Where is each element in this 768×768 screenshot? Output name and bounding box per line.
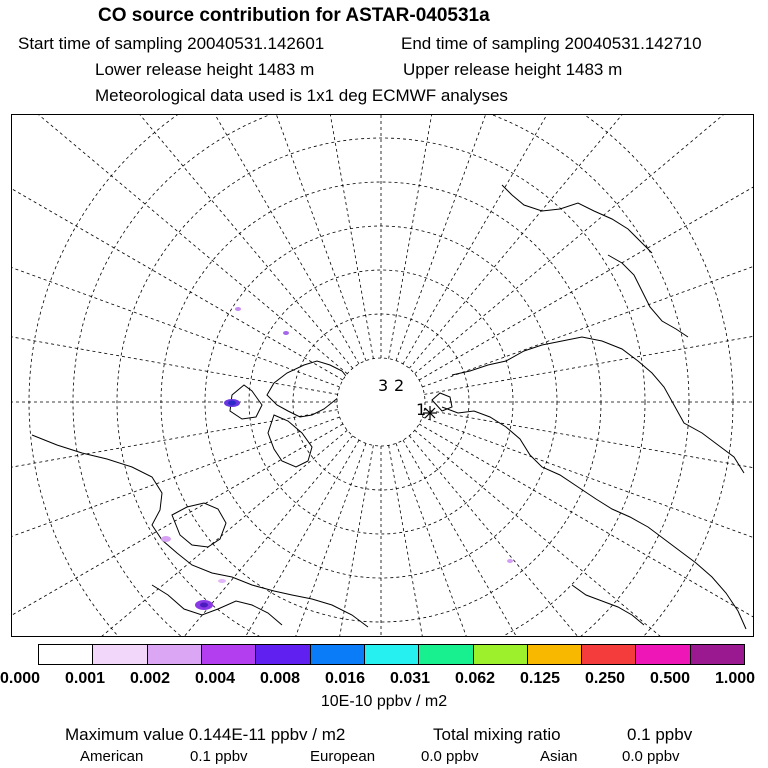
polar-map: [11, 114, 754, 637]
meridian-line: [12, 298, 338, 395]
meridian-line: [409, 436, 753, 636]
meridian-line: [424, 410, 753, 507]
meridian-line: [12, 410, 338, 507]
alaska-coast: [152, 585, 282, 625]
colorbar-swatch: [419, 645, 473, 664]
meridian-line: [12, 115, 353, 368]
met-data-line: Meteorological data used is 1x1 deg ECMWF analyses: [95, 86, 508, 105]
meridian-line: [277, 115, 374, 359]
meridian-line: [389, 115, 486, 359]
colorbar-tick-label: 0.031: [389, 670, 431, 687]
colorbar-swatch: [528, 645, 582, 664]
north-america-coast: [32, 435, 368, 627]
meridian-line: [419, 115, 753, 380]
meridian-line: [12, 115, 343, 380]
colorbar-swatch: [691, 645, 744, 664]
overlay-digit-2: 2: [394, 376, 405, 395]
colorbar-swatch: [365, 645, 419, 664]
colorbar-swatch: [636, 645, 690, 664]
start-time-label: Start time of sampling: [18, 34, 183, 53]
upper-release-value: 1483 m: [565, 60, 623, 79]
colorbar-swatch: [311, 645, 365, 664]
scandinavia-coast: [608, 255, 688, 337]
colorbar-tick-label: 0.250: [584, 670, 626, 687]
meridian-line: [12, 436, 353, 636]
canadian-archipelago-coast: [230, 385, 312, 467]
lower-release-label: Lower release height: [95, 60, 253, 79]
upper-release-label: Upper release height: [403, 60, 561, 79]
start-time-line: [18, 34, 324, 54]
colorbar-tick-label: 0.016: [324, 670, 366, 687]
meridian-line: [419, 424, 753, 636]
colorbar-swatch: [202, 645, 256, 664]
start-time-value: 20040531.142601: [187, 34, 325, 53]
colorbar-swatch: [39, 645, 93, 664]
upper-release-line: [403, 60, 622, 80]
colorbar-swatch: [474, 645, 528, 664]
overlay-digit-3: 3: [378, 376, 389, 395]
colorbar-swatch: [582, 645, 636, 664]
plume-spot: [507, 559, 513, 563]
total-mixing-value: 0.1 ppbv: [627, 725, 693, 744]
colorbar-tick-label: 0.500: [649, 670, 691, 687]
plume-spot: [161, 536, 171, 542]
meridian-line: [424, 298, 753, 395]
meridian-line: [277, 445, 374, 636]
colorbar-tick-label: 0.062: [454, 670, 496, 687]
meridian-line: [403, 440, 681, 636]
meridian-line: [12, 115, 347, 374]
meridian-line: [12, 197, 340, 387]
meridian-line: [389, 445, 486, 636]
american-value: 0.1 ppbv: [190, 748, 248, 765]
plume-spot: [218, 579, 226, 583]
plume-areas: [161, 307, 513, 610]
max-value: 0.144E-11 ppbv / m2: [188, 725, 346, 744]
colorbar-swatch: [148, 645, 202, 664]
total-mixing-label: Total mixing ratio: [433, 725, 561, 744]
european-label: European: [310, 748, 376, 765]
colorbar-tick-label: 1.000: [714, 670, 756, 687]
colorbar-tick-label: 0.001: [64, 670, 106, 687]
max-value-line: [65, 725, 345, 745]
asian-value: 0.0 ppbv: [622, 748, 680, 765]
asian-label: Asian: [540, 748, 578, 765]
overlay-digit-1: 1: [416, 400, 427, 419]
max-value-label: Maximum value: [65, 725, 185, 744]
plume-spot: [235, 307, 241, 311]
colorbar-tick-label: 0.125: [519, 670, 561, 687]
eurasia-coast: [452, 337, 744, 473]
lower-release-line: [95, 60, 314, 80]
release-marker-star: [423, 406, 437, 420]
meridian-line: [396, 115, 586, 361]
colorbar-tick-label: 0.008: [259, 670, 301, 687]
colorbar-tick-label: 0.000: [0, 670, 41, 687]
plume-spot: [283, 331, 289, 335]
meridian-line: [176, 115, 366, 361]
europe-coast: [502, 185, 652, 253]
colorbar-tick-label: 0.002: [129, 670, 171, 687]
end-time-label: End time of sampling: [401, 34, 560, 53]
colorbar-swatch: [93, 645, 147, 664]
colorbar-tick-label: 0.004: [194, 670, 236, 687]
american-label: American: [80, 748, 144, 765]
meridian-line: [12, 424, 343, 636]
european-value: 0.0 ppbv: [421, 748, 479, 765]
meridian-line: [12, 417, 340, 607]
colorbar-unit: 10E-10 ppbv / m2: [320, 693, 448, 710]
map-canvas: [12, 115, 753, 636]
plume-spot: [200, 603, 208, 608]
colorbar-swatch: [256, 645, 310, 664]
lower-release-value: 1483 m: [257, 60, 315, 79]
colorbar: [38, 644, 745, 665]
meridian-line: [422, 197, 753, 387]
end-time-line: [401, 34, 702, 54]
meridian-line: [409, 115, 753, 368]
page-title: CO source contribution for ASTAR-040531a: [98, 5, 490, 26]
end-time-value: 20040531.142710: [564, 34, 702, 53]
plume-spot: [228, 401, 236, 406]
asia-east-coast: [572, 585, 644, 625]
meridian-line: [422, 417, 753, 607]
meridian-line: [415, 115, 753, 374]
